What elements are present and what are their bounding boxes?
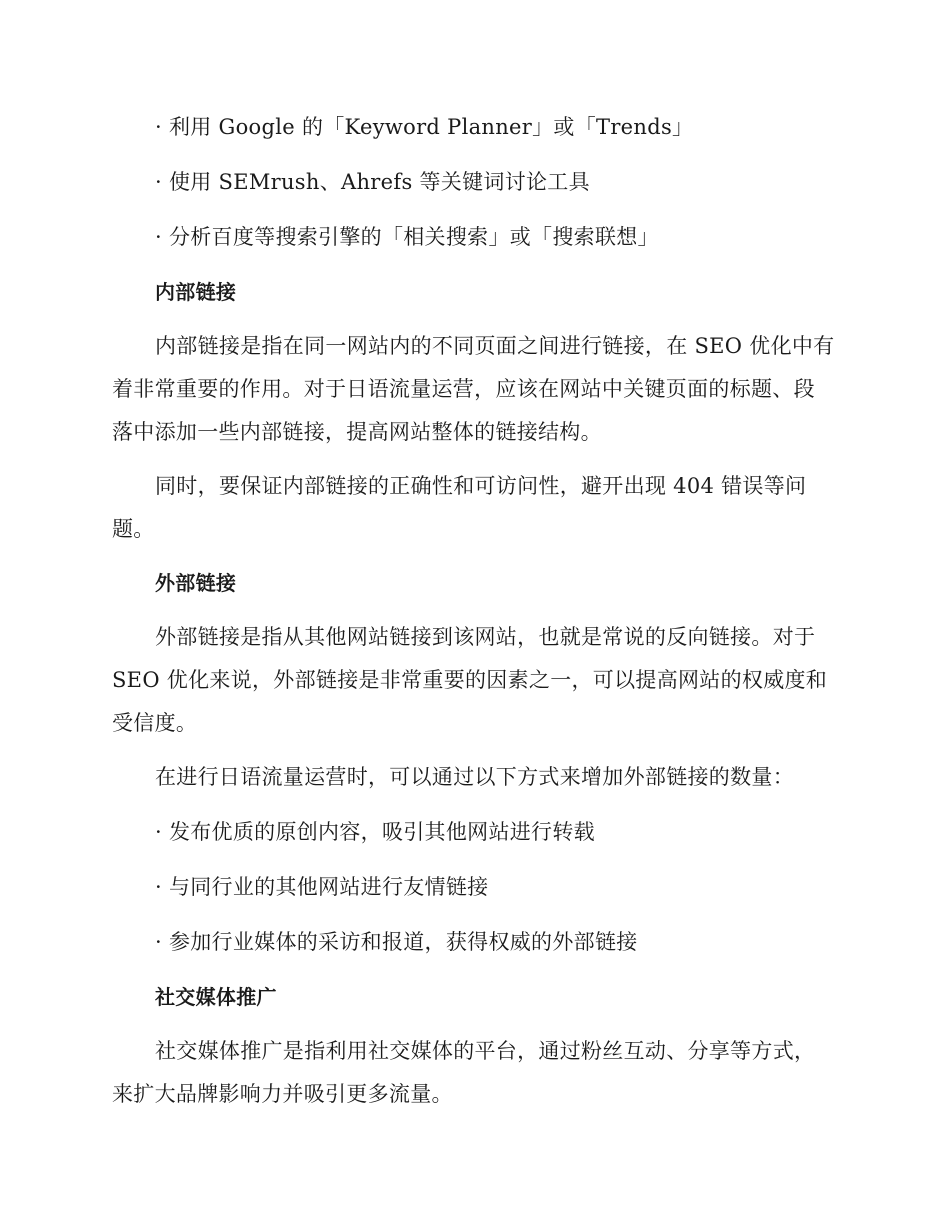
paragraph-line: 内部链接是指在同一网站内的不同页面之间进行链接，在 SEO 优化中有 — [155, 334, 835, 358]
paragraph-line: 受信度。 — [112, 711, 198, 735]
paragraph-line: SEO 优化来说，外部链接是非常重要的因素之一，可以提高网站的权威度和 — [112, 668, 828, 692]
heading-social-media: 社交媒体推广 — [155, 985, 277, 1009]
paragraph-line: 外部链接是指从其他网站链接到该网站，也就是常说的反向链接。对于 — [155, 625, 816, 649]
paragraph-line: 题。 — [112, 517, 155, 541]
paragraph-external-links-methods: 在进行日语流量运营时，可以通过以下方式来增加外部链接的数量： — [155, 765, 794, 789]
paragraph-line: 来扩大品牌影响力并吸引更多流量。 — [112, 1082, 453, 1106]
bullet-original-content: · 发布优质的原创内容，吸引其他网站进行转载 — [155, 820, 595, 844]
paragraph-line: 落中添加一些内部链接，提高网站整体的链接结构。 — [112, 420, 602, 444]
paragraph-line: 同时，要保证内部链接的正确性和可访问性，避开出现 404 错误等问 — [155, 474, 807, 498]
bullet-media-interviews: · 参加行业媒体的采访和报道，获得权威的外部链接 — [155, 930, 638, 954]
paragraph-line: 社交媒体推广是指利用社交媒体的平台，通过粉丝互动、分享等方式， — [155, 1039, 816, 1063]
bullet-keyword-planner: · 利用 Google 的「Keyword Planner」或「Trends」 — [155, 115, 694, 139]
bullet-semrush-ahrefs: · 使用 SEMrush、Ahrefs 等关键词讨论工具 — [155, 170, 590, 194]
paragraph-line: 着非常重要的作用。对于日语流量运营，应该在网站中关键页面的标题、段 — [112, 377, 815, 401]
heading-external-links: 外部链接 — [155, 571, 237, 595]
heading-internal-links: 内部链接 — [155, 280, 237, 304]
bullet-baidu-related-search: · 分析百度等搜索引擎的「相关搜索」或「搜索联想」 — [155, 225, 659, 249]
bullet-friend-links: · 与同行业的其他网站进行友情链接 — [155, 875, 489, 899]
